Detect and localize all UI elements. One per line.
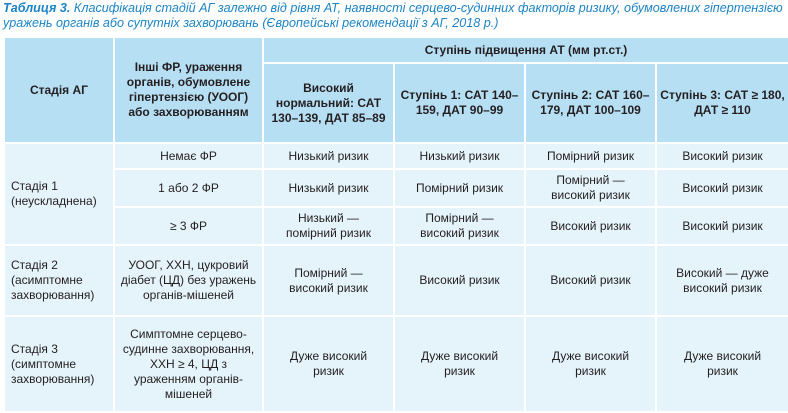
header-bp-group: Ступінь підвищення АТ (мм рт.ст.) [263, 37, 788, 63]
risk-classification-table [3, 36, 788, 413]
risk-cell: Дуже високий ризик [525, 316, 656, 412]
risk-cell: Низький — помірний ризик [263, 207, 394, 245]
risk-cell: Високий ризик [525, 245, 656, 316]
header-other-fr: Інші ФР, ураження органів, обумовлене гіпертензією (УООГ) або захворюванням [114, 37, 263, 143]
risk-cell: Помірний ризик [394, 169, 525, 207]
fr-cell: Симптомне серцево-судинне захворювання, ХХН ≥ 4, ЦД з ураженням органів-мішеней [114, 316, 263, 412]
risk-cell: Високий — дуже високий ризик [656, 245, 788, 316]
risk-cell: Низький ризик [263, 169, 394, 207]
risk-cell: Високий ризик [525, 207, 656, 245]
risk-cell: Високий ризик [394, 245, 525, 316]
risk-cell: Помірний — високий ризик [263, 245, 394, 316]
risk-cell: Помірний — високий ризик [525, 169, 656, 207]
risk-cell: Високий ризик [656, 143, 788, 169]
risk-cell: Низький ризик [263, 143, 394, 169]
risk-cell: Низький ризик [394, 143, 525, 169]
caption-label: Таблиця 3. [3, 1, 71, 15]
risk-cell: Високий ризик [656, 169, 788, 207]
table-row [4, 169, 788, 207]
fr-cell: 1 або 2 ФР [114, 169, 263, 207]
risk-cell: Дуже високий ризик [263, 316, 394, 412]
table-caption [3, 1, 785, 31]
header-bp-grade-2: Ступінь 2: САТ 160–179, ДАТ 100–109 [525, 63, 656, 143]
risk-cell: Дуже високий ризик [656, 316, 788, 412]
risk-cell: Помірний — високий ризик [394, 207, 525, 245]
header-bp-grade-3: Ступінь 3: САТ ≥ 180, ДАТ ≥ 110 [656, 63, 788, 143]
table-row [4, 245, 788, 316]
risk-cell: Дуже високий ризик [394, 316, 525, 412]
table-row [4, 143, 788, 169]
stage-cell: Стадія 1 (неускладнена) [4, 143, 114, 245]
fr-cell: Немає ФР [114, 143, 263, 169]
stage-cell: Стадія 2 (асимптомне захворювання) [4, 245, 114, 316]
fr-cell: ≥ 3 ФР [114, 207, 263, 245]
risk-cell: Високий ризик [656, 207, 788, 245]
header-bp-high-normal: Високий нормальний: САТ 130–139, ДАТ 85–89 [263, 63, 394, 143]
caption-text: Класифікація стадій АГ залежно від рівня АТ, наявності серцево-судинних факторів ризику, обумовлених гіпертензією уражень органів або супутніх захворювань (Європейські рекомендації з АГ, 2018 р.) [3, 1, 783, 30]
fr-cell: УООГ, ХХН, цукровий діабет (ЦД) без уражень органів-мішеней [114, 245, 263, 316]
header-stage: Стадія АГ [4, 37, 114, 143]
risk-cell: Помірний ризик [525, 143, 656, 169]
table-row [4, 207, 788, 245]
header-bp-grade-1: Ступінь 1: САТ 140–159, ДАТ 90–99 [394, 63, 525, 143]
table-row [4, 316, 788, 412]
stage-cell: Стадія 3 (симптомне захворювання) [4, 316, 114, 412]
